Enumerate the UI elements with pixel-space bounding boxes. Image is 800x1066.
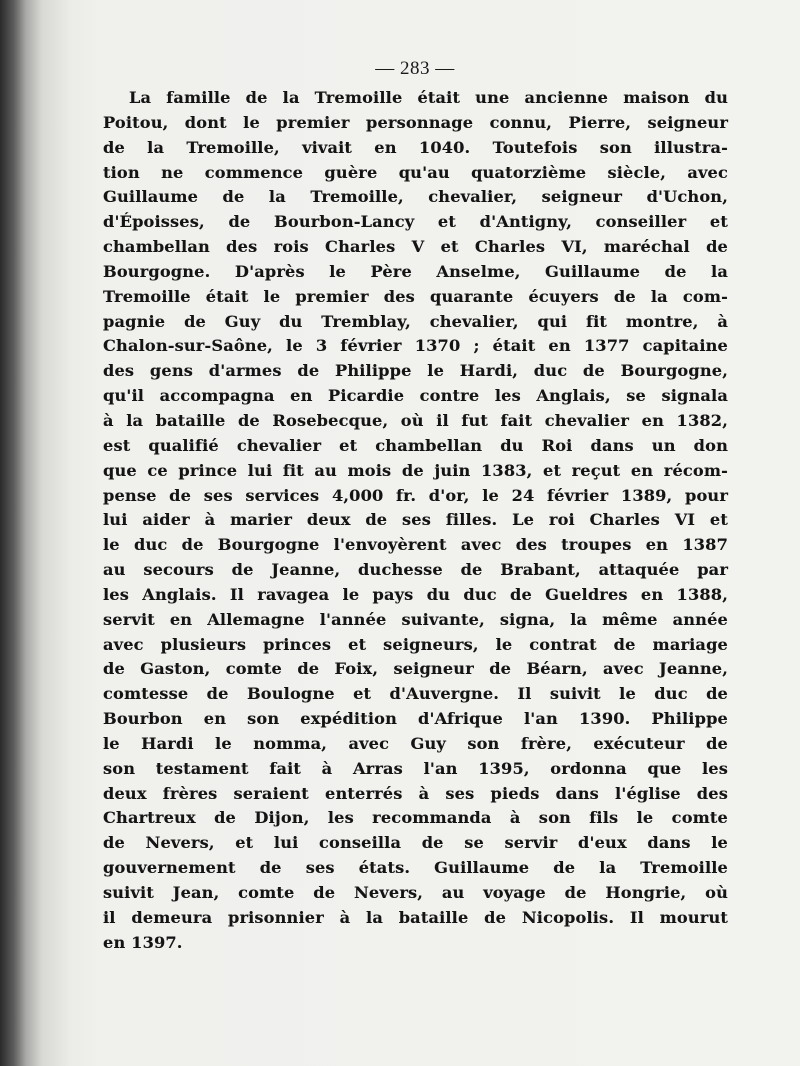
text-line: de Gaston, comte de Foix, seigneur de Béarn, avec Jeanne, [103, 659, 728, 679]
text-line: chambellan des rois Charles V et Charles VI, maréchal de [103, 237, 728, 257]
text-line: lui aider à marier deux de ses filles. Le roi Charles VI et [103, 510, 728, 530]
text-line: des gens d'armes de Philippe le Hardi, duc de Bourgogne, [103, 361, 728, 381]
text-line: tion ne commence guère qu'au quatorzième siècle, avec [103, 162, 728, 182]
body-paragraph [103, 86, 728, 956]
text-line: de la Tremoille, vivait en 1040. Toutefois son illustra- [103, 137, 728, 157]
text-line: avec plusieurs princes et seigneurs, le contrat de mariage [103, 634, 728, 654]
text-line: est qualifié chevalier et chambellan du Roi dans un don [103, 435, 728, 455]
text-line: servit en Allemagne l'année suivante, signa, la même année [103, 609, 728, 629]
text-line: qu'il accompagna en Picardie contre les Anglais, se signala [103, 386, 728, 406]
text-line: il demeura prisonnier à la bataille de Nicopolis. Il mourut [103, 907, 728, 927]
text-line: suivit Jean, comte de Nevers, au voyage de Hongrie, où [103, 883, 728, 902]
text-line: Chalon-sur-Saône, le 3 février 1370 ; était en 1377 capitaine [103, 336, 728, 356]
page-number: — 283 — [375, 58, 455, 79]
text-line: Chartreux de Dijon, les recommanda à son fils le comte [103, 808, 728, 828]
text-line: deux frères seraient enterrés à ses pieds dans l'église des [103, 783, 728, 803]
text-line: Guillaume de la Tremoille, chevalier, seigneur d'Uchon, [103, 187, 728, 207]
text-line: le Hardi le nomma, avec Guy son frère, exécuteur de [103, 733, 728, 753]
text-line: Bourbon en son expédition d'Afrique l'an 1390. Philippe [103, 709, 728, 729]
text-line: les Anglais. Il ravagea le pays du duc de Gueldres en 1388, [103, 584, 728, 604]
text-line: pagnie de Guy du Tremblay, chevalier, qui fit montre, à [103, 311, 728, 331]
text-line: comtesse de Boulogne et d'Auvergne. Il suivit le duc de [103, 684, 728, 704]
text-line: Bourgogne. D'après le Père Anselme, Guillaume de la [103, 261, 728, 281]
text-line: Tremoille était le premier des quarante écuyers de la com- [103, 286, 728, 306]
text-line: en 1397. [103, 932, 183, 952]
text-line: de Nevers, et lui conseilla de se servir d'eux dans le [103, 833, 728, 853]
text-line: Poitou, dont le premier personnage connu, Pierre, seigneur [103, 112, 728, 132]
text-line: pense de ses services 4,000 fr. d'or, le 24 février 1389, pour [103, 485, 728, 505]
text-line: au secours de Jeanne, duchesse de Brabant, attaquée par [103, 560, 728, 580]
text-line: son testament fait à Arras l'an 1395, ordonna que les [103, 758, 728, 778]
text-line: que ce prince lui fit au mois de juin 1383, et reçut en récom- [103, 460, 728, 480]
text-line: La famille de la Tremoille était une ancienne maison du [129, 88, 728, 107]
text-line: à la bataille de Rosebecque, où il fut fait chevalier en 1382, [103, 410, 728, 430]
text-line: gouvernement de ses états. Guillaume de la Tremoille [103, 858, 728, 878]
text-line: d'Époisses, de Bourbon-Lancy et d'Antigny, conseiller et [103, 212, 728, 232]
text-line: le duc de Bourgogne l'envoyèrent avec des troupes en 1387 [103, 535, 728, 555]
